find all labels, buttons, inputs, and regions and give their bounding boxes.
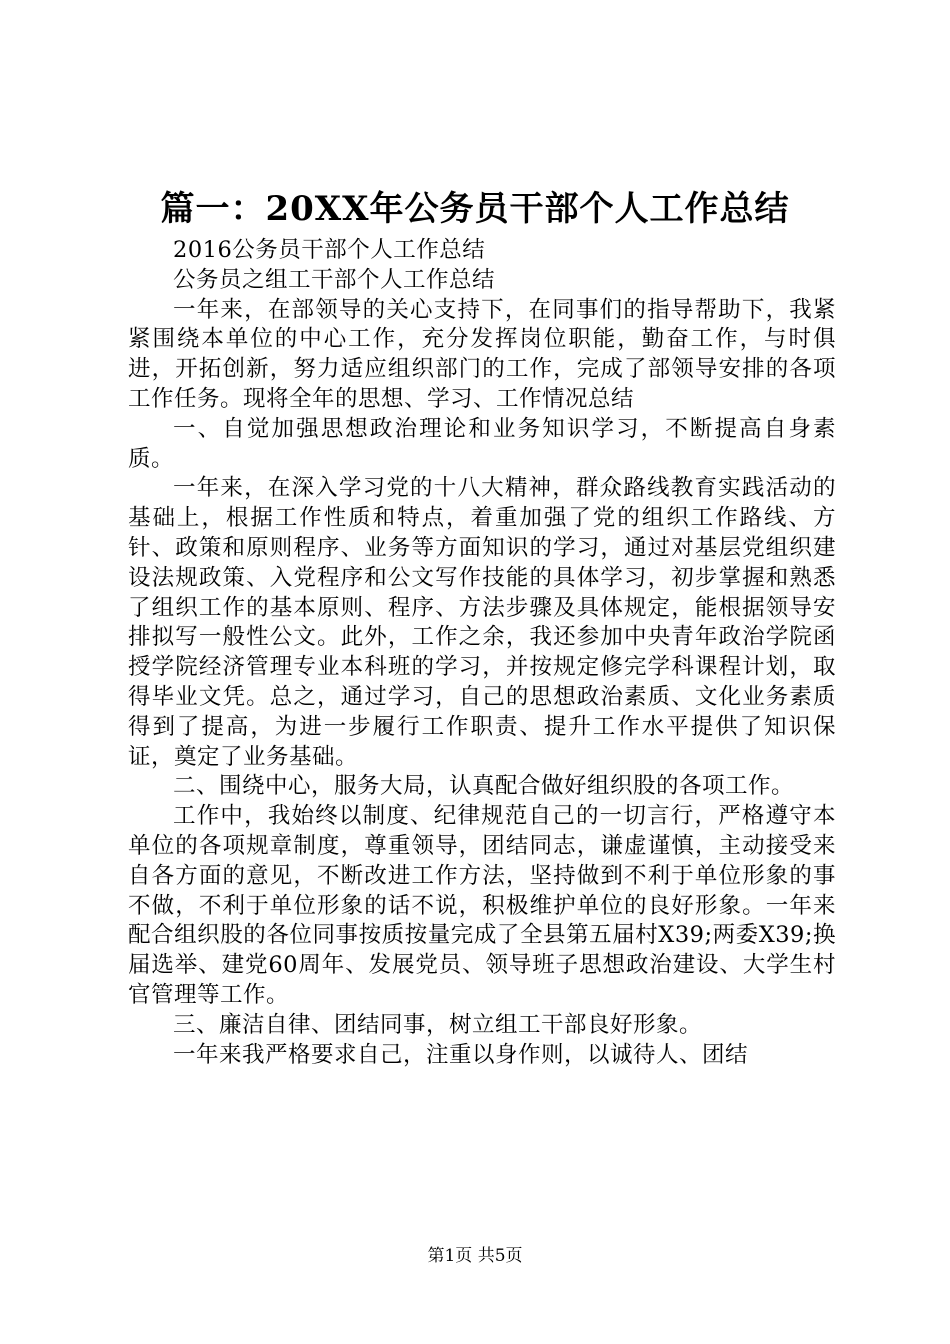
paragraph-study: 一年来，在深入学习党的十八大精神，群众路线教育实践活动的基础上，根据工作性质和特点，着重加强了党的组织工作路线、方针、政策和原则程序、业务等方面知识的学习，通过对基层党组织建设法规政策、入党程序和公文写作技能的具体学习，初步掌握和熟悉了组织工作的基本原则、程序、方法步骤及具体规定，能根据领导安排拟写一般性公文。此外，工作之余，我还参加中央青年政治学院函授学院经济管理专业本科班的学习，并按规定修完学科课程计划，取得毕业文凭。总之，通过学习，自己的思想政治素质、文化业务素质得到了提高，为进一步履行工作职责、提升工作水平提供了知识保证，奠定了业务基础。: [128, 475, 836, 770]
paragraph-integrity: 一年来我严格要求自己，注重以身作则，以诚待人、团结: [173, 1041, 749, 1068]
paragraph-subtitle-1: 2016公务员干部个人工作总结: [173, 237, 486, 263]
section-heading-2: 二、围绕中心，服务大局，认真配合做好组织股的各项工作。: [173, 773, 795, 800]
paragraph-work: 工作中，我始终以制度、纪律规范自己的一切言行，严格遵守本单位的各项规章制度，尊重领导，团结同志，谦虚谨慎，主动接受来自各方面的意见，不断改进工作方法，坚持做到不利于单位形象的事不做，不利于单位形象的话不说，积极维护单位的良好形象。一年来配合组织股的各位同事按质按量完成了全县第五届村X39;两委X39;换届选举、建党60周年、发展党员、领导班子思想政治建设、大学生村官管理等工作。: [128, 803, 836, 1008]
paragraph-intro: 一年来，在部领导的关心支持下，在同事们的指导帮助下，我紧紧围绕本单位的中心工作，充分发挥岗位职能，勤奋工作，与时俱进，开拓创新，努力适应组织部门的工作，完成了部领导安排的各项工作任务。现将全年的思想、学习、工作情况总结: [128, 296, 836, 412]
page-number-footer: 第1页 共5页: [427, 1246, 523, 1266]
paragraph-subtitle-2: 公务员之组工干部个人工作总结: [173, 266, 496, 293]
document-title: 篇一：20XX年公务员干部个人工作总结: [160, 189, 790, 229]
section-heading-1: 一、自觉加强思想政治理论和业务知识学习，不断提高自身素质。: [128, 415, 836, 472]
document-body: [128, 236, 836, 1070]
section-heading-3: 三、廉洁自律、团结同事，树立组工干部良好形象。: [173, 1011, 703, 1038]
